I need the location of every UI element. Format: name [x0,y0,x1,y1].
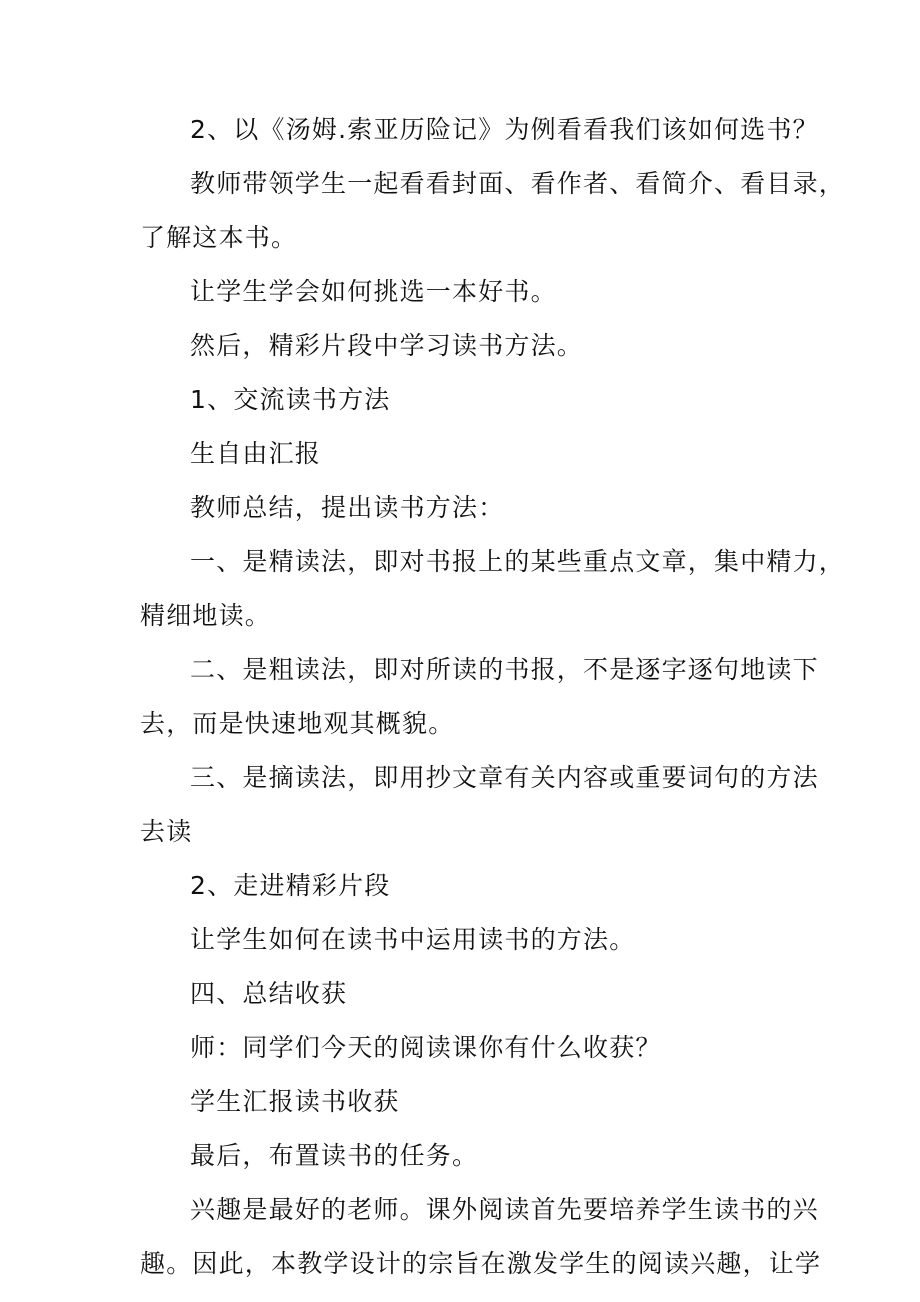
text-line: 最后，布置读书的任务。 [190,1141,479,1170]
text-line: 教师带领学生一起看看封面、看作者、看简介、看目录， [190,169,846,198]
text-line: 了解这本书。 [140,223,298,252]
text-line: 四、总结收获 [190,979,348,1008]
text-line: 学生汇报读书收获 [190,1087,400,1116]
text-line: 精细地读。 [140,601,272,630]
text-line: 让学生如何在读书中运用读书的方法。 [190,925,636,954]
text-line: 然后，精彩片段中学习读书方法。 [190,331,584,360]
text-line: 一、是精读法，即对书报上的某些重点文章，集中精力， [190,547,846,576]
text-line: 2、以《汤姆.索亚历险记》为例看看我们该如何选书？ [190,115,819,144]
text-line: 教师总结，提出读书方法： [190,493,505,522]
text-line: 三、是摘读法，即用抄文章有关内容或重要词句的方法 [190,763,819,792]
text-line: 去读 [140,817,193,846]
text-line: 兴趣是最好的老师。课外阅读首先要培养学生读书的兴 [190,1195,819,1224]
text-line: 2、走进精彩片段 [190,871,391,900]
text-line: 1、交流读书方法 [190,385,391,414]
text-line: 趣。因此，本教学设计的宗旨在激发学生的阅读兴趣，让学 [140,1249,822,1278]
text-line: 师：同学们今天的阅读课你有什么收获？ [190,1033,662,1062]
text-line: 让学生学会如何挑选一本好书。 [190,277,557,306]
text-line: 去，而是快速地观其概貌。 [140,709,455,738]
text-line: 二、是粗读法，即对所读的书报，不是逐字逐句地读下 [190,655,819,684]
text-line: 生自由汇报 [190,439,322,468]
